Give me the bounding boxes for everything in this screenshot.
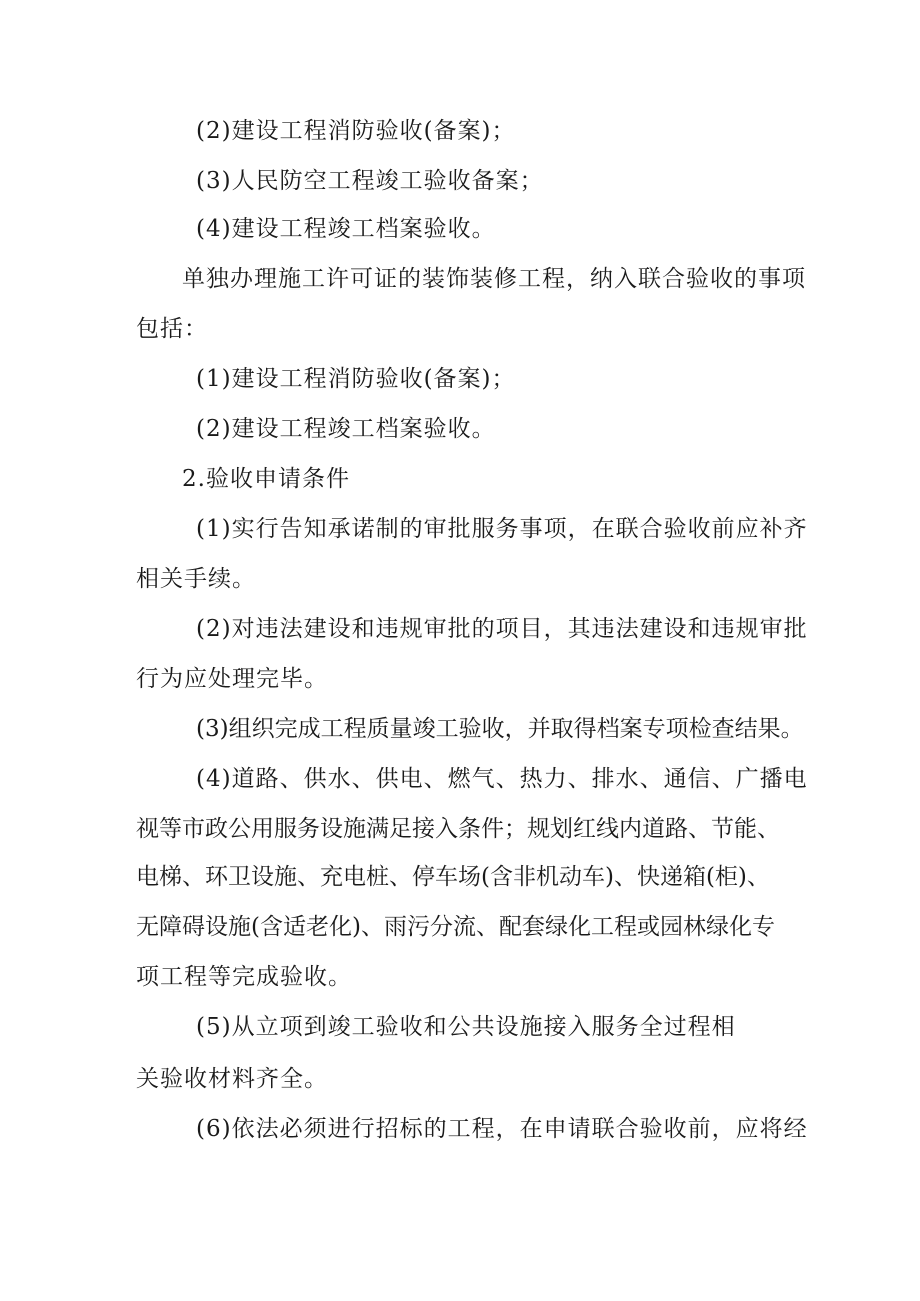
condition-1: (1)实行告知承诺制的审批服务事项，在联合验收前应补齐 [196,516,808,542]
condition-5: (5)从立项到竣工验收和公共设施接入服务全过程相 [196,1014,736,1040]
list-item-2-archive-acceptance: (2)建设工程竣工档案验收。 [196,416,496,442]
condition-2-cont: 行为应处理完毕。 [136,666,328,692]
condition-2: (2)对违法建设和违规审批的项目，其违法建设和违规审批 [196,616,808,642]
condition-5-cont: 关验收材料齐全。 [136,1066,328,1092]
condition-4-cont-1: 视等市政公用服务设施满足接入条件；规划红线内道路、节能、 [136,816,780,842]
condition-4-cont-3: 无障碍设施(含适老化)、雨污分流、配套绿化工程或园林绿化专 [136,914,775,940]
condition-4-cont-2: 电梯、环卫设施、充电桩、停车场(含非机动车)、快递箱(柜)、 [136,864,770,890]
condition-3: (3)组织完成工程质量竣工验收，并取得档案专项检查结果。 [196,716,804,742]
section-heading-application-conditions: 2.验收申请条件 [182,466,350,492]
condition-4-cont-4: 项工程等完成验收。 [136,964,352,990]
condition-4: (4)道路、供水、供电、燃气、热力、排水、通信、广播电 [196,766,808,792]
list-item-1-fire-acceptance: (1)建设工程消防验收(备案)； [196,366,516,392]
paragraph-decoration-project: 单独办理施工许可证的装饰装修工程，纳入联合验收的事项 [182,266,806,292]
list-item-3-civil-defense: (3)人民防空工程竣工验收备案； [196,168,544,194]
list-item-4-archive-acceptance: (4)建设工程竣工档案验收。 [196,216,496,242]
condition-6: (6)依法必须进行招标的工程，在申请联合验收前，应将经 [196,1116,808,1142]
list-item-2-fire-acceptance: (2)建设工程消防验收(备案)； [196,118,516,144]
paragraph-decoration-project-cont: 包括： [136,316,208,342]
condition-1-cont: 相关手续。 [136,566,256,592]
